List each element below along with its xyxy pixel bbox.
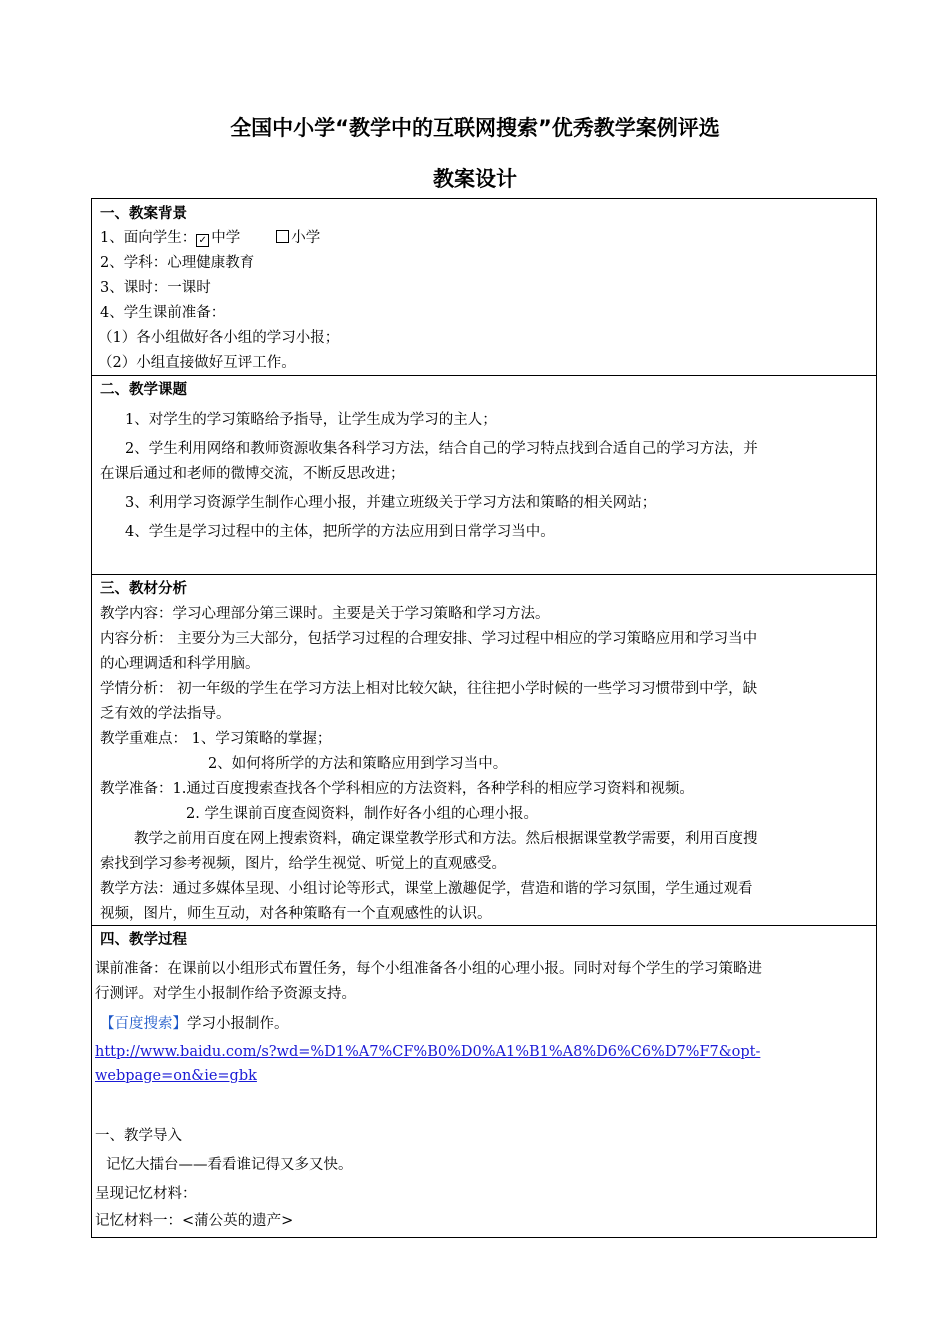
option-middle-school: 中学: [211, 230, 241, 246]
topic-item-3: 3、利用学习资源学生制作心理小报，并建立班级关于学习方法和策略的相关网站；: [125, 495, 657, 511]
topic-item-2: 2、学生利用网络和教师资源收集各科学习方法，结合自己的学习特点找到合适自己的学习方法，并: [125, 441, 758, 457]
pre-class-task-cont: 行测评。对学生小报制作给予资源支持。: [95, 986, 356, 1002]
section-teaching-process: [92, 925, 876, 1237]
checkbox-primary-school: [276, 230, 289, 243]
search-tag-text: 学习小报制作。: [187, 1016, 289, 1032]
teaching-content: 教学内容：学习心理部分第三课时。主要是关于学习策略和学习方法。: [100, 606, 550, 622]
section-heading: 一、教案背景: [100, 206, 187, 222]
key-points: 教学重难点： 1、学习策略的掌握；: [100, 731, 332, 747]
section-topic: [92, 375, 876, 574]
memory-material-1: 记忆材料一：<蒲公英的遗产>: [95, 1213, 294, 1229]
topic-item-2-cont: 在课后通过和老师的微博交流，不断反思改进；: [100, 466, 405, 482]
check-mark-icon: ✓: [198, 235, 207, 246]
checkbox-middle-school: [196, 234, 209, 247]
section-material-analysis: [92, 574, 876, 925]
content-analysis: 内容分析： 主要分为三大部分，包括学习过程的合理安排、学习过程中相应的学习策略应用和学习当中: [100, 631, 758, 647]
section-heading: 三、教材分析: [100, 581, 187, 597]
student-analysis: 学情分析： 初一年级的学生在学习方法上相对比较欠缺，往往把小学时候的一些学习习惯带到中学，缺: [100, 681, 758, 697]
search-tag-line: [100, 1014, 289, 1034]
baidu-search-link-cont[interactable]: webpage=on&ie=gbk: [95, 1068, 257, 1084]
baidu-search-link[interactable]: http://www.baidu.com/s?wd=%D1%A7%CF%B0%D0%A1%B1%A8%D6%C6%D7%F7&opt-: [95, 1044, 761, 1060]
option-primary-school: 小学: [291, 230, 321, 246]
section-heading: 二、教学课题: [100, 382, 187, 398]
period-line: 3、课时：一课时: [100, 280, 211, 296]
content-analysis-cont: 的心理调适和科学用脑。: [100, 656, 260, 672]
preparation-line: 4、学生课前准备：: [100, 305, 226, 321]
teaching-method-cont: 视频，图片，师生互动，对各种策略有一个直观感性的认识。: [100, 906, 492, 922]
lesson-intro-heading: 一、教学导入: [95, 1128, 182, 1144]
topic-item-1: 1、对学生的学习策略给予指导，让学生成为学习的主人；: [125, 412, 497, 428]
section-background: [92, 199, 876, 375]
key-points-2: 2、如何将所学的方法和策略应用到学习当中。: [208, 756, 508, 772]
pre-class-search: 教学之前用百度在网上搜索资料，确定课堂教学形式和方法。然后根据课堂教学需要，利用百度搜: [134, 831, 758, 847]
lesson-plan-table: [91, 198, 877, 1238]
teaching-method: 教学方法：通过多媒体呈现、小组讨论等形式，课堂上激趣促学，营造和谐的学习氛围，学生通过观看: [100, 881, 753, 897]
baidu-search-tag: 【百度搜索】: [100, 1016, 187, 1032]
target-students-line: [100, 228, 320, 248]
memory-challenge: 记忆大擂台——看看谁记得又多又快。: [106, 1157, 353, 1173]
preparation-item-2: （2）小组直接做好互评工作。: [98, 355, 296, 371]
topic-item-4: 4、学生是学习过程中的主体，把所学的方法应用到日常学习当中。: [125, 524, 555, 540]
pre-class-search-cont: 索找到学习参考视频，图片，给学生视觉、听觉上的直观感受。: [100, 856, 506, 872]
target-students-label: 1、面向学生：: [100, 230, 197, 246]
section-heading: 四、教学过程: [100, 932, 187, 948]
present-materials: 呈现记忆材料：: [95, 1186, 197, 1202]
document-title: 全国中小学“教学中的互联网搜索”优秀教学案例评选: [230, 116, 720, 140]
pre-class-task: 课前准备：在课前以小组形式布置任务，每个小组准备各小组的心理小报。同时对每个学生的学习策略进: [95, 961, 762, 977]
preparation-item-1: （1）各小组做好各小组的学习小报；: [98, 330, 340, 346]
document-subtitle: 教案设计: [433, 167, 517, 191]
subject-line: 2、学科：心理健康教育: [100, 255, 255, 271]
student-analysis-cont: 乏有效的学法指导。: [100, 706, 231, 722]
teaching-preparation-2: 2. 学生课前百度查阅资料，制作好各小组的心理小报。: [186, 806, 538, 822]
teaching-preparation: 教学准备：1.通过百度搜索查找各个学科相应的方法资料，各种学科的相应学习资料和视频。: [100, 781, 694, 797]
